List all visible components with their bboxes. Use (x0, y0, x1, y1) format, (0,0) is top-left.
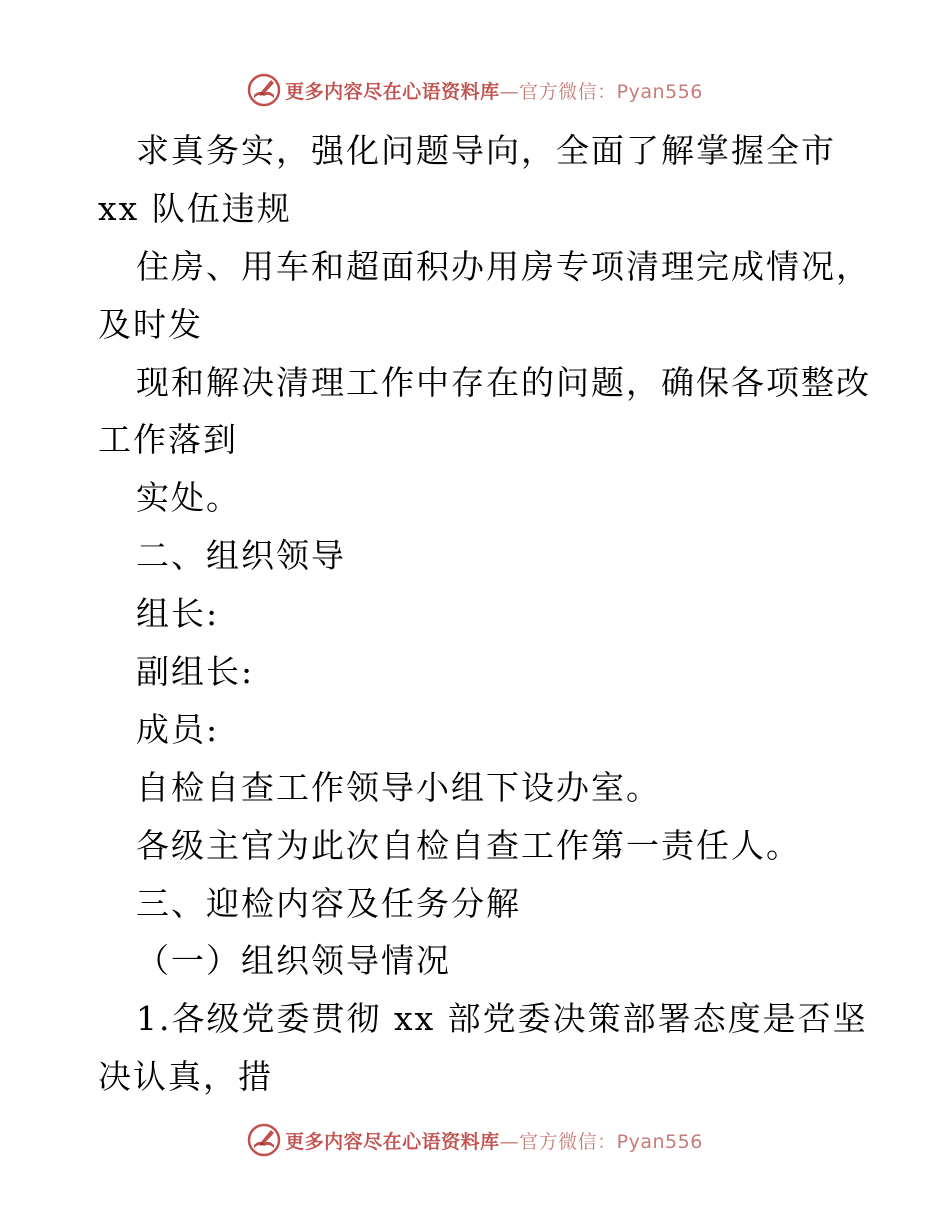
body-line: 及时发 (98, 304, 203, 344)
banner-text-main: 更多内容尽在心语资料库 (285, 80, 500, 103)
body-line: 组长: (136, 594, 220, 634)
header-banner (0, 70, 950, 110)
footer-banner (0, 1120, 950, 1160)
book-pen-logo-icon (247, 73, 281, 107)
body-line: 1.各级党委贯彻 xx 部党委决策部署态度是否坚 (136, 999, 868, 1039)
banner-text-main: 更多内容尽在心语资料库 (285, 1130, 500, 1153)
body-line: 现和解决清理工作中存在的问题，确保各项整改 (136, 362, 871, 402)
banner-text-wechat: —官方微信：Pyan556 (499, 80, 703, 103)
subsection-heading: （一）组织领导情况 (136, 941, 451, 981)
body-line: 成员: (136, 709, 220, 749)
body-line: 住房、用车和超面积办用房专项清理完成情况， (136, 246, 871, 286)
banner-text-wechat: —官方微信：Pyan556 (499, 1130, 703, 1153)
body-line: 副组长: (136, 652, 255, 692)
body-line: 自检自查工作领导小组下设办室。 (136, 767, 661, 807)
document-body (98, 122, 871, 1106)
body-line: 工作落到 (98, 420, 238, 460)
section-heading: 二、组织领导 (136, 536, 346, 576)
book-pen-logo-icon (247, 1123, 281, 1157)
body-line: xx 队伍违规 (98, 188, 292, 228)
body-line: 各级主官为此次自检自查工作第一责任人。 (136, 825, 801, 865)
section-heading: 三、迎检内容及任务分解 (136, 883, 521, 923)
body-line: 求真务实，强化问题导向，全面了解掌握全市 (136, 131, 836, 170)
body-line: 实处。 (136, 478, 241, 518)
body-line: 决认真，措 (98, 1057, 273, 1097)
